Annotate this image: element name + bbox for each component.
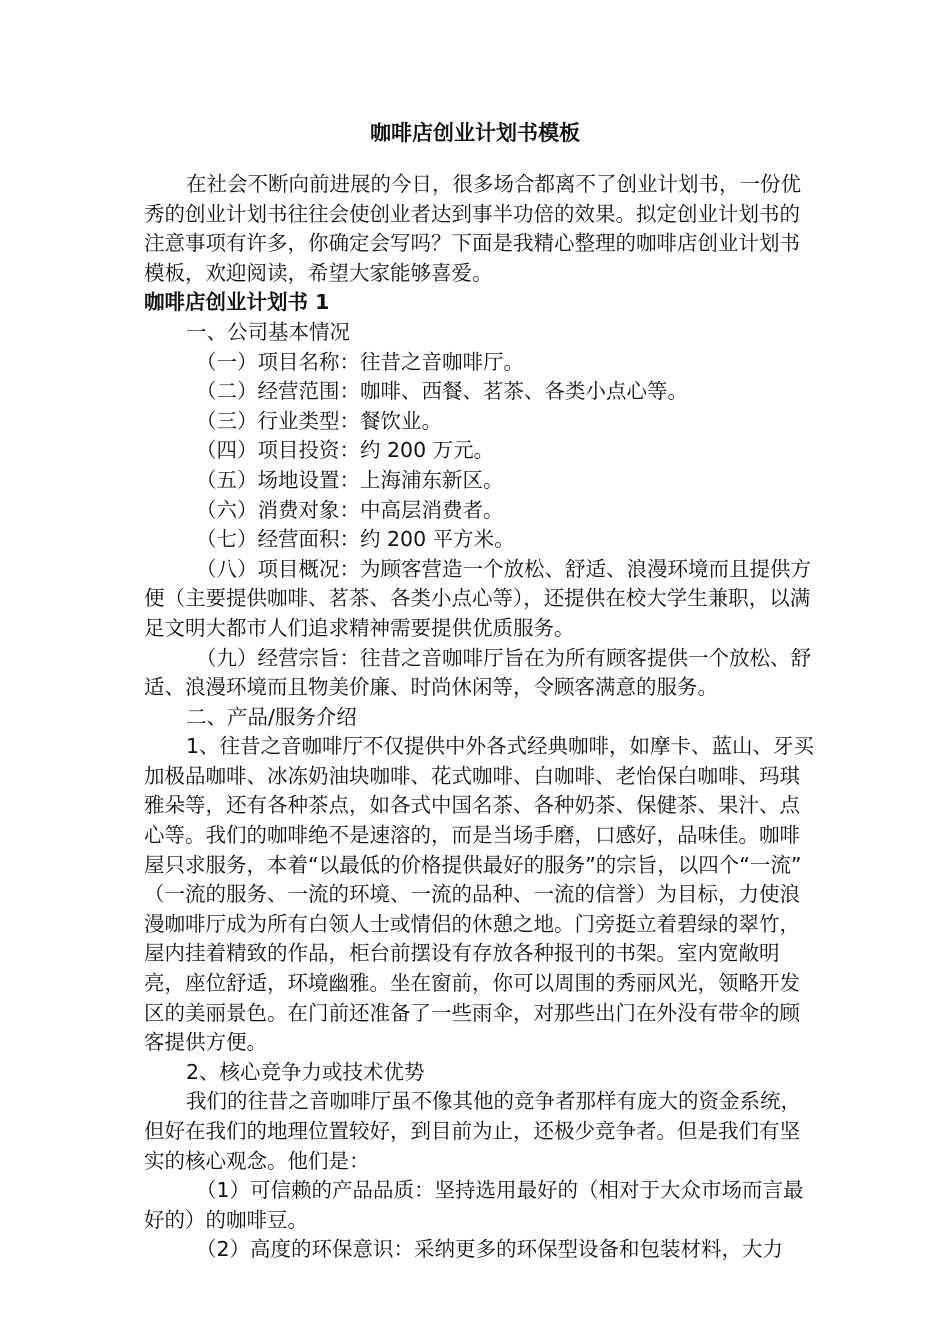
competitive-heading: 2、核心竞争力或技术优势 (186, 1059, 425, 1084)
item-investment: （四）项目投资：约 200 万元。 (196, 438, 495, 463)
advantage-quality: （1）可信赖的产品品质：坚持选用最好的（相对于大众市场而言最好的）的咖啡豆。 (144, 1178, 804, 1232)
document-title: 咖啡店创业计划书模板 (370, 121, 580, 145)
item-project-name: （一）项目名称：往昔之音咖啡厅。 (196, 349, 524, 374)
item-business-scope: （二）经营范围：咖啡、西餐、茗茶、各类小点心等。 (196, 379, 688, 404)
part1-heading: 一、公司基本情况 (186, 319, 350, 344)
advantage-environment: （2）高度的环保意识：采纳更多的环保型设备和包装材料，大力 (196, 1237, 784, 1262)
item-target-customers: （六）消费对象：中高层消费者。 (196, 497, 504, 522)
product-paragraph: 1、往昔之音咖啡厅不仅提供中外各式经典咖啡，如摩卡、蓝山、牙买加极品咖啡、冰冻奶油块咖啡、花式咖啡、白咖啡、老怡保白咖啡、玛琪雅朵等，还有各种茶点，如各式中国名茶、各种奶茶、保健茶、果汁、点心等。我们的咖啡绝不是速溶的，而是当场手磨，口感好，品味佳。咖啡屋只求服务，本着“以最低的价格提供最好的服务”的宗旨，以四个“一流” （一流的服务、一流的环境、一流的品种、一流的信誉）为目标，力使浪漫咖啡厅成为所有白领人士或情侣的休憩之地。门旁挺立着碧绿的翠竹，屋内挂着精致的作品，柜台前摆设有存放各种报刊的书架。室内宽敞明亮，座位舒适，环境幽雅。坐在窗前，你可以周围的秀丽风光，领略开发区的美丽景色。在门前还准备了一些雨伞，对那些出门在外没有带伞的顾客提供方便。 (144, 734, 815, 1055)
document-body (144, 170, 816, 1265)
item-purpose: （九）经营宗旨：往昔之音咖啡厅旨在为所有顾客提供一个放松、舒适、浪漫环境而且物美价廉、时尚休闲等，令顾客满意的服务。 (144, 645, 811, 700)
item-area: （七）经营面积：约 200 平方米。 (196, 527, 515, 552)
part2-heading: 二、产品/服务介绍 (186, 704, 357, 729)
intro-paragraph: 在社会不断向前进展的今日，很多场合都离不了创业计划书，一份优秀的创业计划书往往会使创业者达到事半功倍的效果。拟定创业计划书的注意事项有许多，你确定会写吗？下面是我精心整理的咖啡店创业计划书模板，欢迎阅读，希望大家能够喜爱。 (144, 172, 801, 285)
item-overview: （八）项目概况：为顾客营造一个放松、舒适、浪漫环境而且提供方便（主要提供咖啡、茗茶、各类小点心等），还提供在校大学生兼职，以满足文明大都市人们追求精神需要提供优质服务。 (144, 556, 811, 640)
item-industry-type: （三）行业类型：餐饮业。 (196, 408, 442, 433)
competitive-paragraph: 我们的往昔之音咖啡厅虽不像其他的竞争者那样有庞大的资金系统，但好在我们的地理位置较好，到目前为止，还极少竞争者。但是我们有坚实的核心观念。他们是： (144, 1089, 801, 1173)
section-heading: 咖啡店创业计划书 1 (144, 290, 330, 315)
item-location: （五）场地设置：上海浦东新区。 (196, 467, 504, 492)
